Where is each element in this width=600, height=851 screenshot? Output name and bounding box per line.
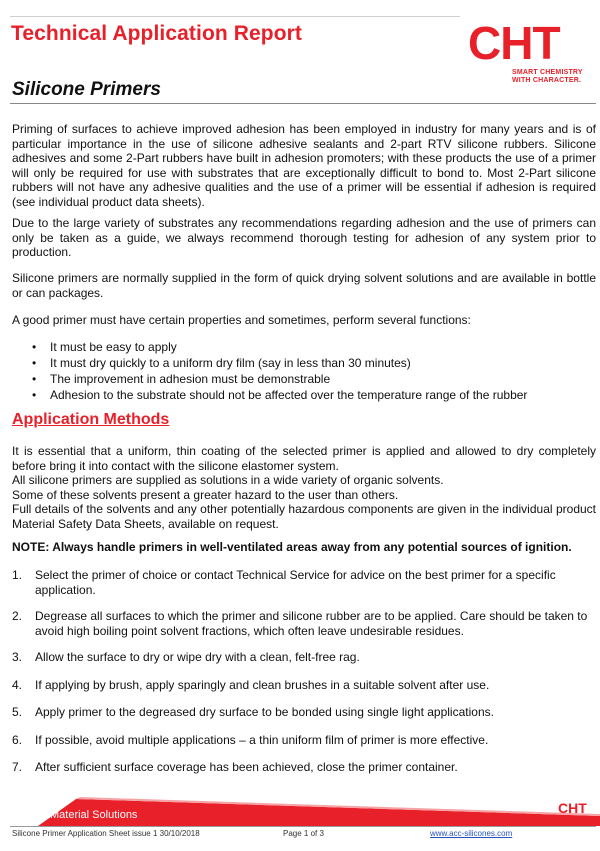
intro-paragraph-2: Due to the large variety of substrates any recommendations regarding adhesion and the use of primers can only be taken as a guide, we always recommend thorough testing for adhesion of any system prior to production.: [12, 216, 596, 260]
step-text: Degrease all surfaces to which the primer and silicone rubber are to be applied. Care should be taken to avoid high boiling point solvent fractions, which often leave undesirable residues.: [35, 609, 588, 638]
step-text: Select the primer of choice or contact Technical Service for advice on the best primer for a specific application.: [35, 568, 556, 597]
website-link[interactable]: www.acc-silicones.com: [430, 829, 513, 838]
page-number: Page 1 of 3: [283, 829, 324, 838]
step-number: 2.: [12, 609, 23, 623]
safety-note: NOTE: Always handle primers in well-ventilated areas away from any potential sources of ignition.: [12, 540, 572, 554]
intro-paragraph-3: Silicone primers are normally supplied in the form of quick drying solvent solutions and are available in bottle or can packages.: [12, 271, 596, 300]
report-title: Technical Application Report: [11, 22, 302, 45]
cht-logo-mark: CHT: [468, 17, 560, 69]
step-number: 7.: [12, 760, 23, 774]
section-heading-application-methods: Application Methods: [12, 411, 170, 428]
page-subtitle: Silicone Primers: [12, 79, 161, 100]
cht-logo: [468, 17, 594, 86]
footer-cht-logo: CHT: [558, 800, 587, 816]
methods-line: It is essential that a uniform, thin coating of the selected primer is applied and allowed to dry completely before bring it into contact with the silicone elastomer system.: [12, 444, 596, 473]
cht-logo-tagline: SMART CHEMISTRY WITH CHARACTER.: [512, 69, 583, 84]
step-number: 6.: [12, 733, 23, 747]
methods-line: Some of these solvents present a greater hazard to the user than others.: [12, 487, 399, 502]
step-text: Apply primer to the degreased dry surface to be bonded using single light applications.: [35, 705, 494, 719]
list-item: • It must dry quickly to a uniform dry film (say in less than 30 minutes): [32, 355, 592, 371]
properties-list: [32, 339, 592, 403]
subtitle-divider: [10, 103, 596, 104]
footer-band-label: Material Solutions: [50, 809, 138, 821]
header-top-rule: [10, 16, 460, 17]
step-number: 5.: [12, 705, 23, 719]
intro-paragraph-1: Priming of surfaces to achieve improved adhesion has been employed in industry for many years and is of particular importance in the use of silicone adhesive sealants and 2-part RTV silicone rubbers. Silicone adhesives and some 2-Part rubbers have built in adhesion promoters; with these products the use of a primer will only be required for use with substrates that are exceptionally difficult to bond to. Most 2-Part silicone rubbers will not have any adhesive qualities and the use of a primer will be essential if adhesion is required (see individual product data sheets).: [12, 122, 596, 209]
intro-paragraph-4: A good primer must have certain properties and sometimes, perform several functions:: [12, 313, 471, 327]
step-text: Allow the surface to dry or wipe dry with a clean, felt-free rag.: [35, 650, 360, 664]
methods-line: Full details of the solvents and any other potentially hazardous components are given in the individual product Material Safety Data Sheets, available on request.: [12, 502, 596, 531]
step-number: 3.: [12, 650, 23, 664]
sheet-info: Silicone Primer Application Sheet issue 1 30/10/2018: [12, 829, 200, 838]
methods-paragraph: [12, 444, 596, 532]
methods-line: All silicone primers are supplied as solutions in a wide variety of organic solvents.: [12, 473, 444, 488]
step-number: 1.: [12, 568, 23, 582]
step-text: After sufficient surface coverage has been achieved, close the primer container.: [35, 760, 458, 774]
list-item: • Adhesion to the substrate should not be affected over the temperature range of the rubber: [32, 387, 592, 403]
footer-divider: [10, 826, 596, 827]
list-item: • It must be easy to apply: [32, 339, 592, 355]
step-number: 4.: [12, 678, 23, 692]
step-text: If possible, avoid multiple applications – a thin uniform film of primer is more effective.: [35, 733, 489, 747]
step-text: If applying by brush, apply sparingly and clean brushes in a suitable solvent after use.: [35, 678, 490, 692]
list-item: • The improvement in adhesion must be demonstrable: [32, 371, 592, 387]
